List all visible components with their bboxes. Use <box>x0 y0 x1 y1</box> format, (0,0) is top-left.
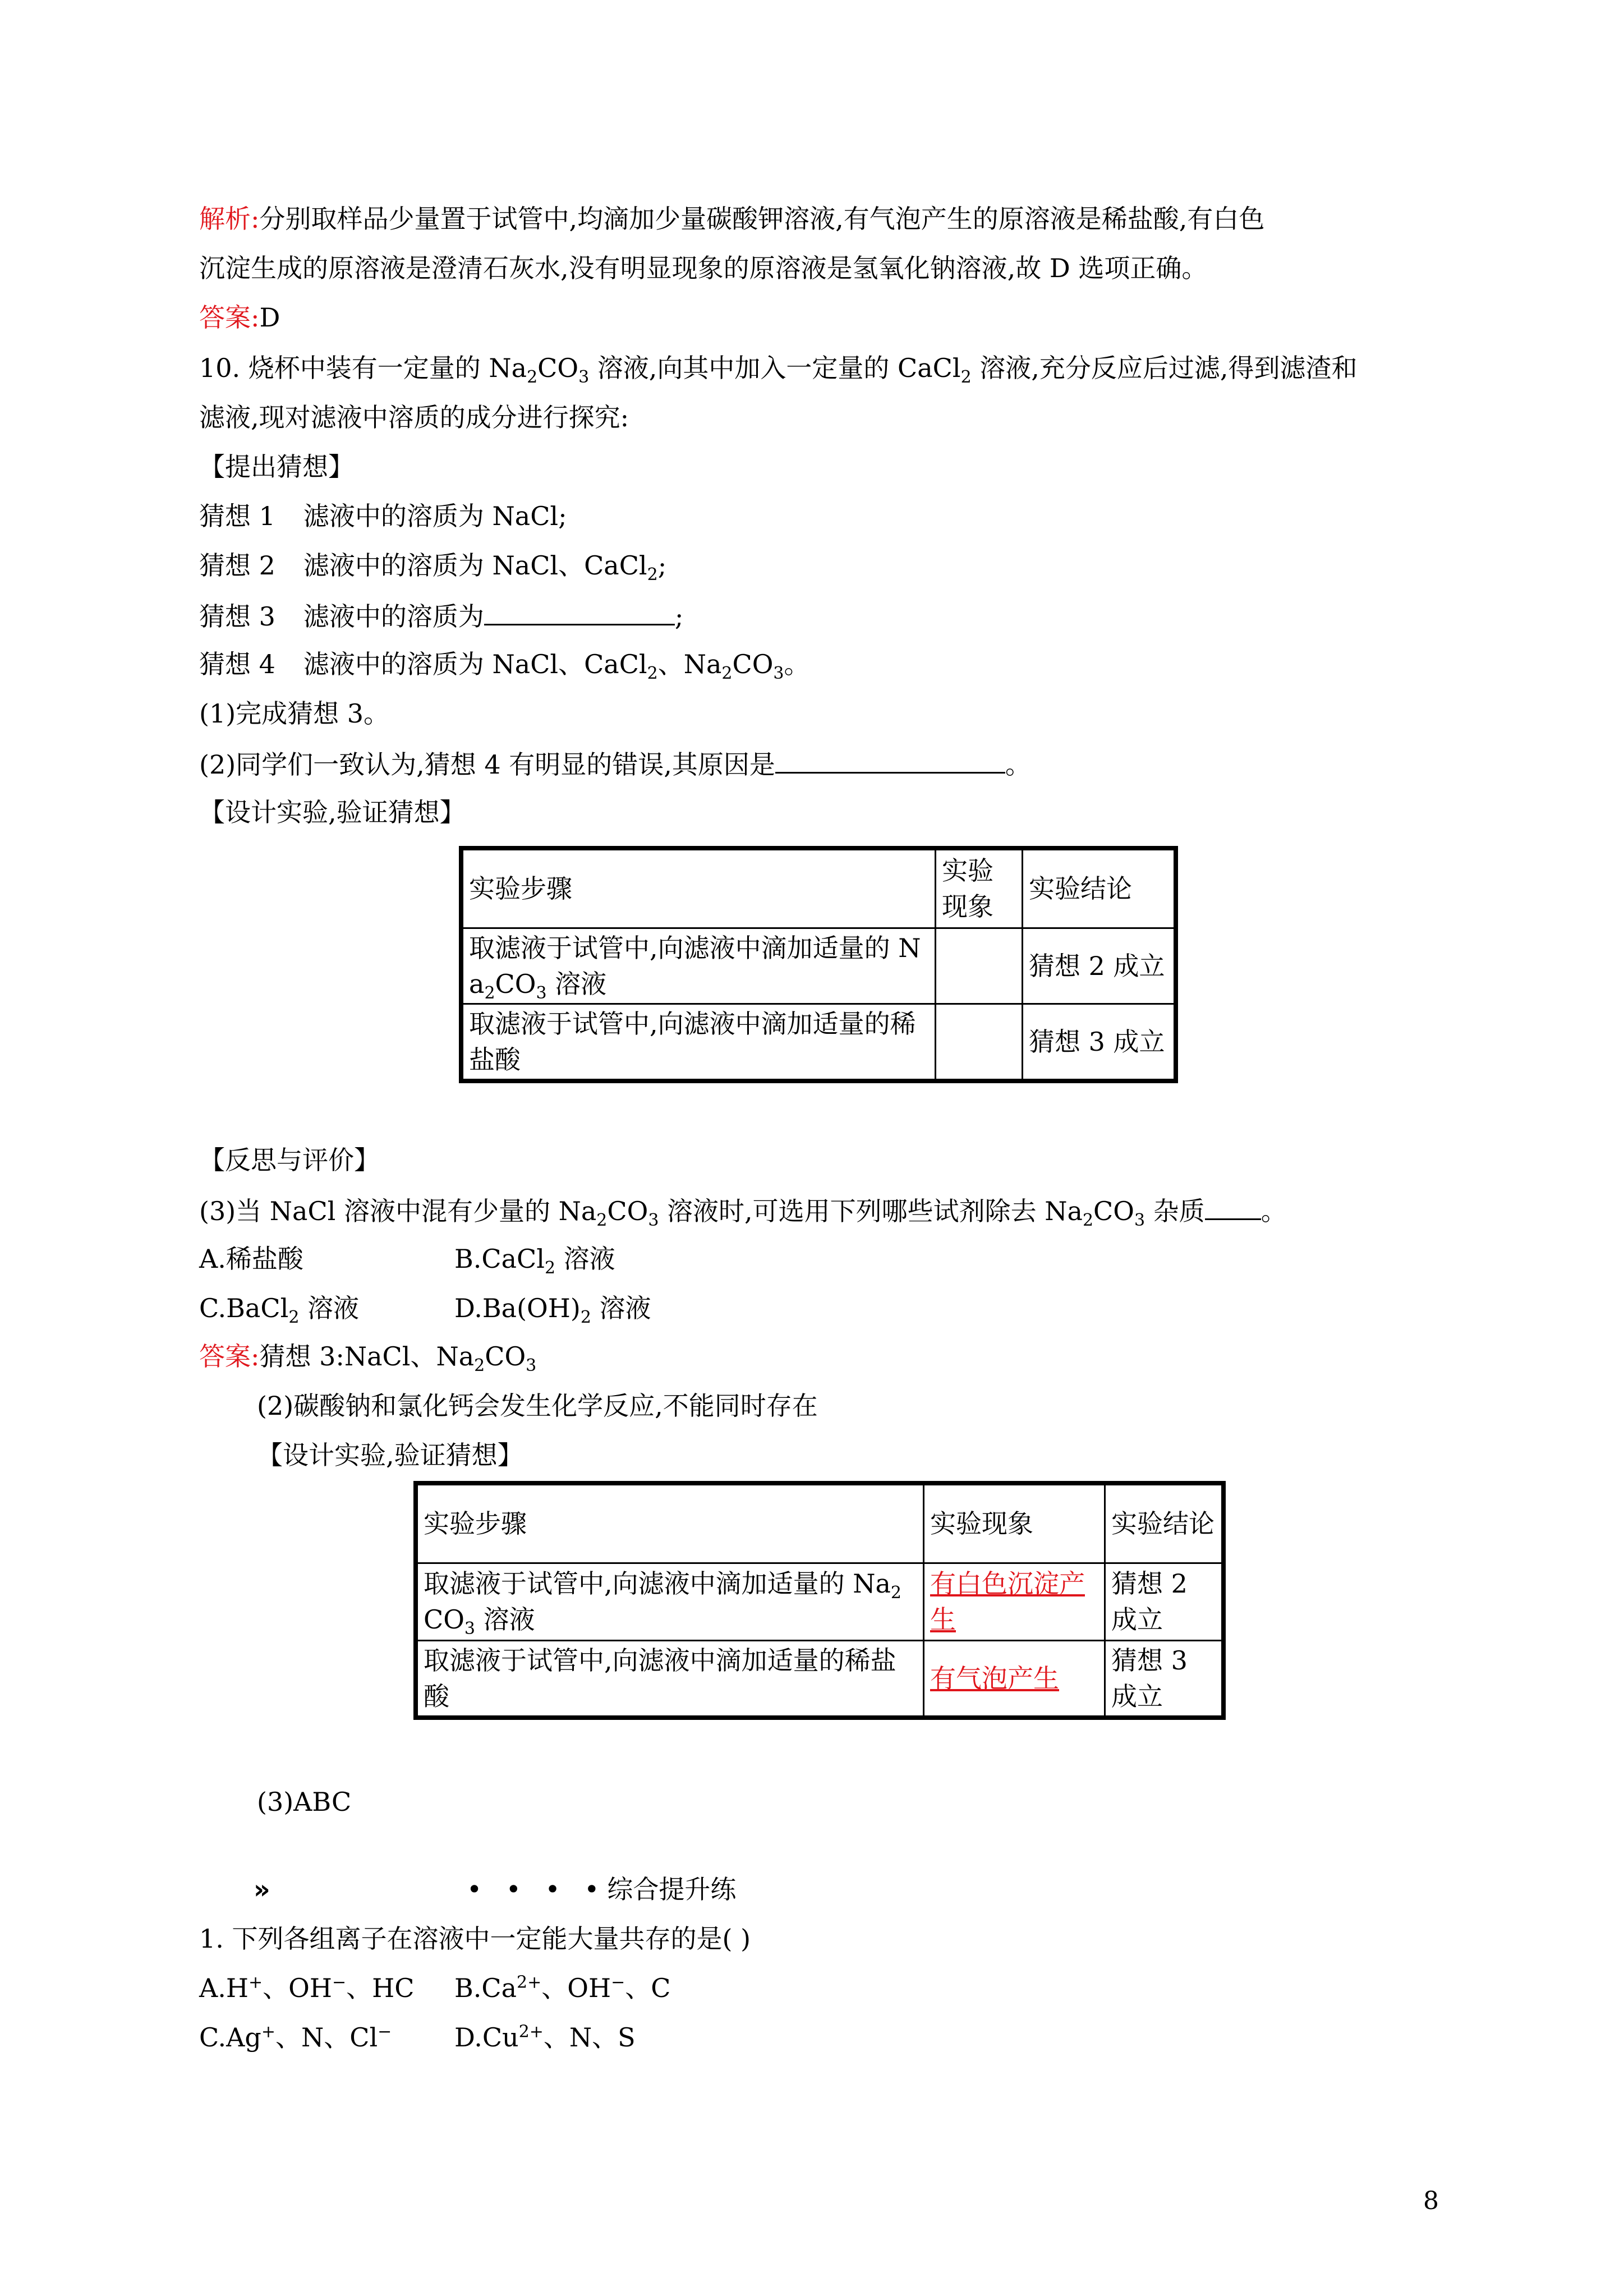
q10-stem-line-2: 滤液,现对滤液中溶质的成分进行探究: <box>199 402 629 432</box>
q1-option-B: $B.Ca^{2+}$、OH−、C <box>454 1972 671 2003</box>
q1-option-D: $D.Cu^{2+}$、N、S <box>454 2022 636 2053</box>
result-cell[interactable] <box>936 1004 1023 1081</box>
q1-stem: 1. 下列各组离子在溶液中一定能大量共存的是( ) <box>199 1924 751 1954</box>
hypothesis-1: 猜想 1 滤液中的溶质为 NaCl; <box>199 501 567 531</box>
hypothesis-2: 猜想 2 滤液中的溶质为 NaCl、CaCl$_2$; <box>199 550 667 585</box>
answer-10-line-2: (2)碳酸钠和氯化钙会发生化学反应,不能同时存在 <box>257 1391 818 1421</box>
result-cell: 有白色沉淀产生 <box>924 1563 1105 1640</box>
chevron-icon: » <box>254 1874 270 1904</box>
section-reflection: 【反思与评价】 <box>199 1145 380 1175</box>
result-cell[interactable] <box>936 928 1023 1004</box>
page-number: 8 <box>1423 2187 1439 2215</box>
analysis-line-1: 解析:分别取样品少量置于试管中,均滴加少量碳酸钾溶液,有气泡产生的原溶液是稀盐酸,有白色 <box>199 204 1265 234</box>
section-hypothesis: 【提出猜想】 <box>199 452 354 482</box>
option-A: A.稀盐酸 <box>199 1244 303 1274</box>
answer-blank[interactable] <box>484 598 675 625</box>
experiment-answer-table: 实验步骤 实验现象 实验结论 取滤液于试管中,向滤液中滴加适量的 $Na_2CO_3$ 溶液 有白色沉淀产生 猜想 2 成立 取滤液于试管中,向滤液中滴加适量的稀盐酸 有气泡产生 猜想 3 成立 <box>413 1481 1226 1720</box>
option-C: C.BaCl$_2$ 溶液 <box>199 1293 360 1328</box>
q10-part-2: (2)同学们一致认为,猜想 4 有明显的错误,其原因是 。 <box>199 746 1031 781</box>
answer-blank[interactable] <box>775 746 1005 774</box>
answer-10-line-1: 答案:猜想 3:NaCl、$Na_2CO_3$ <box>199 1341 537 1376</box>
hypothesis-3: 猜想 3 滤液中的溶质为 ; <box>199 598 683 633</box>
option-D: $D.Ba(OH)_2$ 溶液 <box>454 1293 651 1328</box>
experiment-table: 实验步骤 实验现象 实验结论 取滤液于试管中,向滤液中滴加适量的 $Na_2CO_3$ 溶液 猜想 2 成立 取滤液于试管中,向滤液中滴加适量的稀盐酸 猜想 3 成立 <box>459 846 1178 1083</box>
q1-option-C: C.Ag+、N、Cl− <box>199 2022 392 2053</box>
answer-blank[interactable] <box>1205 1193 1261 1220</box>
analysis-line-2: 沉淀生成的原溶液是澄清石灰水,没有明显现象的原溶液是氢氧化钠溶液,故 D 选项正确。 <box>199 253 1208 283</box>
q10-stem-line-1: 10. 烧杯中装有一定量的 $Na_2CO_3$ 溶液,向其中加入一定量的 CaCl$_2$ 溶液,充分反应后过滤,得到滤渣和 <box>199 353 1358 388</box>
q10-part-1: (1)完成猜想 3。 <box>199 698 390 729</box>
section-header <box>254 1872 736 1906</box>
option-B: B.CaCl$_2$ 溶液 <box>454 1244 615 1278</box>
answer-10-section-design: 【设计实验,验证猜想】 <box>257 1440 523 1470</box>
dots-decoration: • • • • <box>467 1874 608 1904</box>
section-design: 【设计实验,验证猜想】 <box>199 797 466 827</box>
result-cell: 有气泡产生 <box>924 1640 1105 1718</box>
hypothesis-4: 猜想 4 滤液中的溶质为 NaCl、CaCl$_2$、$Na_2CO_3$。 <box>199 649 810 684</box>
answer-9: 答案:D <box>199 302 280 333</box>
answer-10-line-3: (3)ABC <box>257 1787 352 1817</box>
q10-part-3: (3)当 NaCl 溶液中混有少量的 $Na_2CO_3$ 溶液时,可选用下列哪些试剂除去 $Na_2CO_3$ 杂质 。 <box>199 1193 1287 1228</box>
q1-option-A: A.H+、OH−、HC <box>199 1972 415 2003</box>
analysis-label: 解析: <box>199 204 260 234</box>
section-title: 综合提升练 <box>607 1874 737 1904</box>
